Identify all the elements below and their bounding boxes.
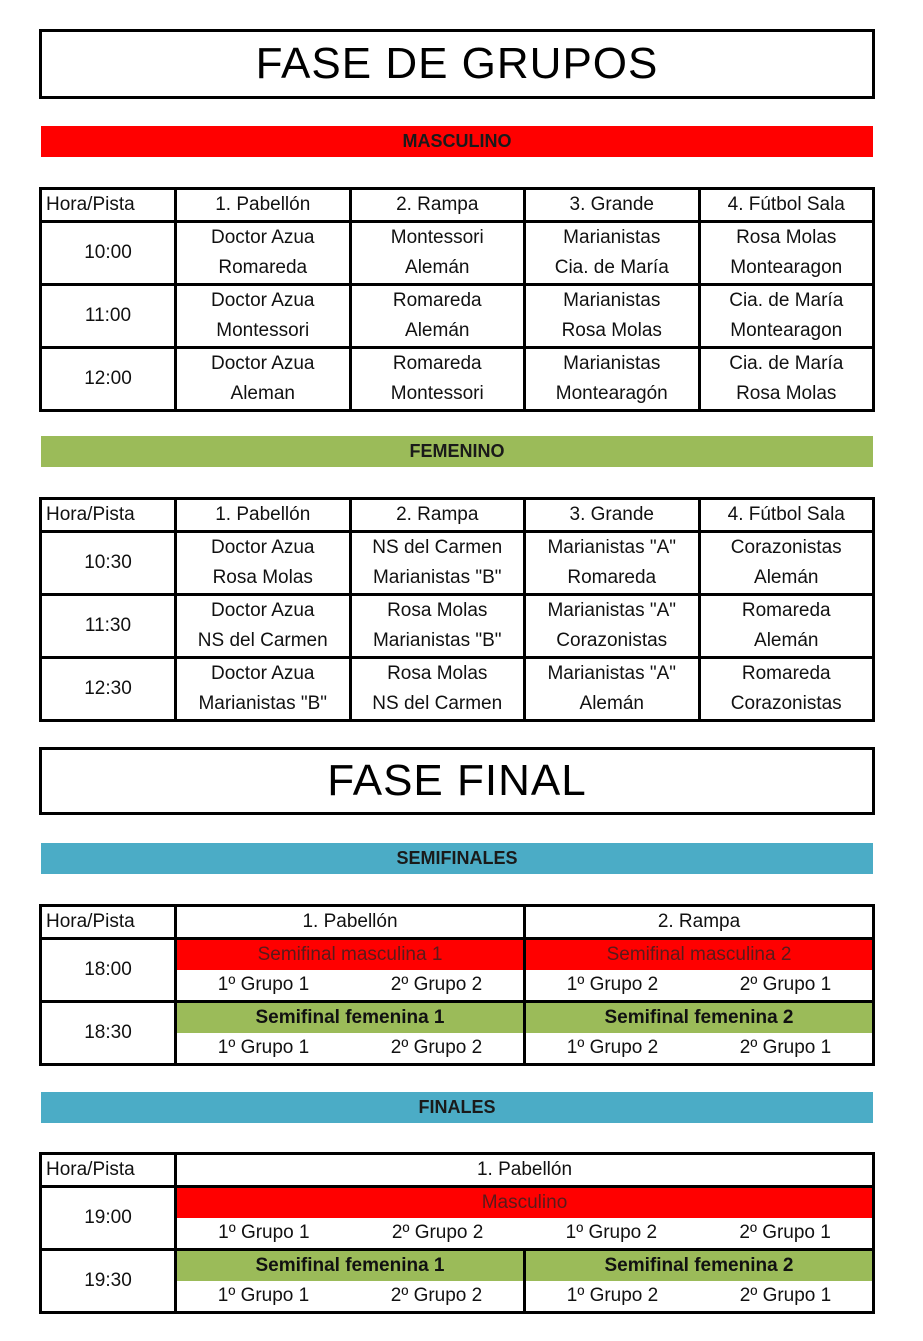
section-band-semifinales: SEMIFINALES	[41, 843, 873, 874]
match-cell	[525, 348, 700, 411]
team: Romareda	[392, 290, 482, 311]
team: Marianistas	[563, 353, 661, 374]
team: Doctor Azua	[211, 663, 315, 684]
table-row	[41, 1250, 874, 1313]
match-cell	[176, 222, 351, 285]
schedule-table-masculino	[39, 187, 875, 412]
match-cell	[525, 939, 874, 1002]
team: Montearagón	[555, 383, 668, 404]
team: Rosa Molas	[561, 320, 662, 341]
team: Romareda	[218, 257, 308, 278]
time-cell: 19:00	[41, 1187, 176, 1250]
match-cell	[699, 595, 874, 658]
column-header: 1. Pabellón	[176, 906, 525, 939]
match-cell	[350, 348, 525, 411]
team: Romareda	[392, 353, 482, 374]
time-cell: 19:30	[41, 1250, 176, 1313]
table-row	[41, 222, 874, 285]
team: Alemán	[754, 630, 819, 651]
match-cell	[525, 595, 700, 658]
team: Alemán	[405, 320, 470, 341]
team: 1º Grupo 2	[565, 1222, 658, 1243]
team: Marianistas "B"	[198, 693, 328, 714]
team: 1º Grupo 2	[566, 1285, 659, 1306]
match-cell	[176, 1187, 874, 1250]
column-header: 1. Pabellón	[176, 189, 351, 222]
team: Romareda	[741, 600, 831, 621]
team: Alemán	[754, 567, 819, 588]
team: Marianistas "A"	[547, 663, 677, 684]
team: 1º Grupo 1	[217, 974, 310, 995]
match-label: Semifinal femenina 1	[177, 1251, 523, 1281]
team: Romareda	[741, 663, 831, 684]
team: Rosa Molas	[736, 383, 837, 404]
team: Marianistas "B"	[372, 630, 502, 651]
table-header-row	[41, 499, 874, 532]
team: 2º Grupo 1	[739, 1037, 832, 1058]
team: Marianistas "B"	[372, 567, 502, 588]
schedule-table-finales	[39, 1152, 875, 1314]
team: 2º Grupo 2	[390, 1285, 483, 1306]
match-cell	[525, 1250, 874, 1313]
team: Doctor Azua	[211, 353, 315, 374]
time-cell: 12:00	[41, 348, 176, 411]
team: Doctor Azua	[211, 537, 315, 558]
column-header: Hora/Pista	[41, 499, 176, 532]
team: 1º Grupo 1	[217, 1037, 310, 1058]
match-cell	[525, 658, 700, 721]
team: Corazonistas	[730, 537, 842, 558]
match-label: Semifinal femenina 1	[177, 1003, 523, 1033]
team: Marianistas "A"	[547, 600, 677, 621]
match-label: Semifinal masculina 2	[526, 940, 872, 970]
team: Marianistas	[563, 290, 661, 311]
match-label: Semifinal masculina 1	[177, 940, 523, 970]
team: Montessori	[390, 383, 484, 404]
match-cell	[350, 285, 525, 348]
team: 2º Grupo 1	[739, 1285, 832, 1306]
page-title-fase-final: FASE FINAL	[39, 747, 875, 815]
team: Corazonistas	[556, 630, 668, 651]
column-header: 1. Pabellón	[176, 499, 351, 532]
team: Montessori	[390, 227, 484, 248]
section-band-finales: FINALES	[41, 1092, 873, 1123]
match-cell	[176, 1250, 525, 1313]
match-label: Semifinal femenina 2	[526, 1251, 872, 1281]
section-band-masculino: MASCULINO	[41, 126, 873, 157]
team: Montearagon	[730, 257, 843, 278]
team: Corazonistas	[730, 693, 842, 714]
match-cell	[176, 285, 351, 348]
column-header: Hora/Pista	[41, 189, 176, 222]
match-cell	[176, 658, 351, 721]
time-cell: 10:30	[41, 532, 176, 595]
team: Rosa Molas	[736, 227, 837, 248]
time-cell: 11:00	[41, 285, 176, 348]
time-cell: 12:30	[41, 658, 176, 721]
schedule-table-femenino	[39, 497, 875, 722]
match-cell	[350, 222, 525, 285]
team: Romareda	[567, 567, 657, 588]
column-header: 4. Fútbol Sala	[699, 499, 874, 532]
table-row	[41, 348, 874, 411]
table-row	[41, 658, 874, 721]
match-cell	[176, 1002, 525, 1065]
team: 2º Grupo 1	[739, 974, 832, 995]
team: 1º Grupo 2	[566, 974, 659, 995]
team: NS del Carmen	[372, 693, 503, 714]
team: Doctor Azua	[211, 290, 315, 311]
team: NS del Carmen	[197, 630, 328, 651]
match-cell	[699, 348, 874, 411]
team: Cia. de María	[729, 290, 844, 311]
table-row	[41, 285, 874, 348]
match-cell	[699, 222, 874, 285]
team: Alemán	[579, 693, 644, 714]
team: Doctor Azua	[211, 600, 315, 621]
match-cell	[350, 532, 525, 595]
column-header: 3. Grande	[525, 499, 700, 532]
match-cell	[350, 595, 525, 658]
page-title-fase-grupos: FASE DE GRUPOS	[39, 29, 875, 99]
match-label: Masculino	[177, 1188, 872, 1218]
match-cell	[176, 939, 525, 1002]
team: NS del Carmen	[372, 537, 503, 558]
time-cell: 18:00	[41, 939, 176, 1002]
team: Aleman	[230, 383, 295, 404]
table-row	[41, 1187, 874, 1250]
column-header: 3. Grande	[525, 189, 700, 222]
column-header: Hora/Pista	[41, 906, 176, 939]
team: Cia. de María	[729, 353, 844, 374]
match-label: Semifinal femenina 2	[526, 1003, 872, 1033]
match-cell	[525, 222, 700, 285]
team: Cia. de María	[554, 257, 669, 278]
match-cell	[699, 285, 874, 348]
match-cell	[176, 348, 351, 411]
table-header-row	[41, 189, 874, 222]
time-cell: 18:30	[41, 1002, 176, 1065]
column-header: Hora/Pista	[41, 1154, 176, 1187]
match-cell	[699, 532, 874, 595]
table-header-row	[41, 906, 874, 939]
schedule-table-semifinales	[39, 904, 875, 1066]
column-header: 4. Fútbol Sala	[699, 189, 874, 222]
table-row	[41, 532, 874, 595]
team: Montearagon	[730, 320, 843, 341]
team: Alemán	[405, 257, 470, 278]
team: 2º Grupo 1	[739, 1222, 831, 1243]
table-row	[41, 595, 874, 658]
match-cell	[525, 1002, 874, 1065]
table-row	[41, 939, 874, 1002]
match-cell	[699, 658, 874, 721]
section-band-femenino: FEMENINO	[41, 436, 873, 467]
team: 1º Grupo 2	[566, 1037, 659, 1058]
time-cell: 10:00	[41, 222, 176, 285]
table-header-row	[41, 1154, 874, 1187]
team: 2º Grupo 2	[390, 974, 483, 995]
match-cell	[176, 595, 351, 658]
column-header: 2. Rampa	[350, 499, 525, 532]
team: Marianistas	[563, 227, 661, 248]
match-cell	[525, 285, 700, 348]
match-cell	[176, 532, 351, 595]
column-header: 1. Pabellón	[176, 1154, 874, 1187]
team: Marianistas "A"	[547, 537, 677, 558]
column-header: 2. Rampa	[350, 189, 525, 222]
team: Rosa Molas	[387, 663, 488, 684]
team: Rosa Molas	[212, 567, 313, 588]
team: 2º Grupo 2	[391, 1222, 484, 1243]
team: 1º Grupo 1	[217, 1285, 310, 1306]
match-cell	[350, 658, 525, 721]
match-cell	[525, 532, 700, 595]
team: Rosa Molas	[387, 600, 488, 621]
team: Montessori	[216, 320, 310, 341]
team: Doctor Azua	[211, 227, 315, 248]
team: 2º Grupo 2	[390, 1037, 483, 1058]
team: 1º Grupo 1	[218, 1222, 310, 1243]
column-header: 2. Rampa	[525, 906, 874, 939]
table-row	[41, 1002, 874, 1065]
time-cell: 11:30	[41, 595, 176, 658]
